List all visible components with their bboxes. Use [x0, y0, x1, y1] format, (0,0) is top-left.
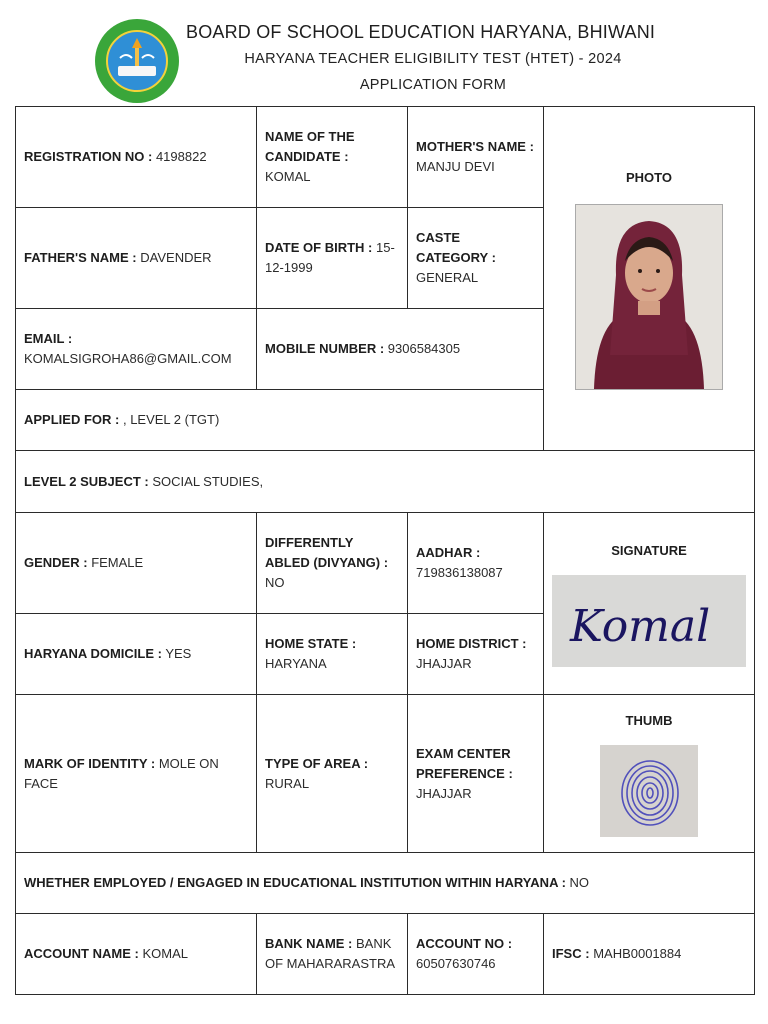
email-cell: EMAIL : KOMALSIGROHA86@GMAIL.COM: [16, 309, 257, 390]
signature-handwriting: Komal: [570, 600, 711, 652]
dob-cell: DATE OF BIRTH : 15-12-1999: [257, 208, 408, 309]
photo-cell: [544, 107, 755, 451]
thumb-caption: THUMB: [625, 712, 673, 728]
home-district-value: JHAJJAR: [416, 656, 472, 671]
home-district-cell: HOME DISTRICT : JHAJJAR: [408, 614, 544, 695]
home-state-cell: HOME STATE : HARYANA: [257, 614, 408, 695]
mobile-cell: MOBILE NUMBER : 9306584305: [257, 309, 544, 390]
ifsc-cell: IFSC : MAHB0001884: [544, 914, 755, 995]
gender-value: FEMALE: [91, 555, 144, 570]
level2-subject-value: SOCIAL STUDIES,: [152, 473, 264, 489]
aadhar-cell: AADHAR : 719836138087: [408, 513, 544, 614]
mobile-value: 9306584305: [387, 341, 461, 356]
domicile-cell: HARYANA DOMICILE : YES: [16, 614, 257, 695]
ifsc-value: MAHB0001884: [593, 946, 682, 961]
aadhar-value: 719836138087: [416, 565, 503, 580]
application-form-table: [15, 106, 755, 995]
mother-name-cell: MOTHER'S NAME : MANJU DEVI: [408, 107, 544, 208]
bank-name-cell: BANK NAME : BANK OF MAHARARASTRA: [257, 914, 408, 995]
caste-cell: CASTE CATEGORY : GENERAL: [408, 208, 544, 309]
thumb-cell: [544, 695, 755, 853]
divyang-cell: DIFFERENTLY ABLED (DIVYANG) : NO: [257, 513, 408, 614]
signature-cell: [544, 513, 755, 695]
gender-cell: GENDER : FEMALE: [16, 513, 257, 614]
applied-for-value: , LEVEL 2 (TGT): [122, 412, 220, 427]
mother-name-value: MANJU DEVI: [416, 159, 495, 174]
bank-name-value: BANK OF MAHARARASTRA: [265, 936, 396, 971]
registration-no-cell: REGISTRATION NO : 4198822: [16, 107, 257, 208]
board-title: BOARD OF SCHOOL EDUCATION HARYANA, BHIWANI: [186, 22, 656, 42]
domicile-value: YES: [165, 646, 192, 661]
mark-identity-value: MOLE ON FACE: [24, 755, 219, 791]
home-state-value: HARYANA: [265, 656, 327, 671]
registration-no-value: 4198822: [155, 149, 207, 164]
form-title: APPLICATION FORM: [359, 77, 507, 93]
exam-subtitle: HARYANA TEACHER ELIGIBILITY TEST (HTET) - 2024: [244, 51, 622, 67]
father-name-value: DAVENDER: [140, 250, 212, 265]
level2-subject-cell: LEVEL 2 SUBJECT : SOCIAL STUDIES,: [16, 451, 755, 513]
photo-caption: PHOTO: [626, 169, 672, 185]
divyang-value: NO: [265, 575, 285, 590]
exam-center-value: JHAJJAR: [416, 785, 472, 801]
candidate-photo: [575, 204, 723, 390]
account-no-cell: ACCOUNT NO : 60507630746: [408, 914, 544, 995]
employed-value: NO: [569, 875, 590, 890]
dob-value: 15-12-1999: [265, 240, 395, 275]
caste-value: GENERAL: [416, 270, 479, 285]
form-header: [0, 0, 768, 106]
area-type-cell: TYPE OF AREA : RURAL: [257, 695, 408, 853]
exam-center-cell: EXAM CENTER PREFERENCE : JHAJJAR: [408, 695, 544, 853]
signature-image: [552, 575, 746, 667]
email-value: KOMALSIGROHA86@GMAIL.COM: [24, 351, 232, 366]
account-no-value: 60507630746: [416, 956, 496, 971]
signature-caption: SIGNATURE: [611, 542, 687, 558]
father-name-cell: FATHER'S NAME : DAVENDER: [16, 208, 257, 309]
account-name-value: KOMAL: [142, 946, 188, 961]
applied-for-cell: APPLIED FOR : , LEVEL 2 (TGT): [16, 390, 544, 451]
account-name-cell: ACCOUNT NAME : KOMAL: [16, 914, 257, 995]
thumb-impression: [600, 745, 698, 837]
board-logo-icon: [92, 18, 182, 104]
area-type-value: RURAL: [265, 775, 310, 791]
mark-identity-cell: MARK OF IDENTITY : MOLE ON FACE: [16, 695, 257, 853]
candidate-name-cell: NAME OF THE CANDIDATE : KOMAL: [257, 107, 408, 208]
candidate-name-value: KOMAL: [265, 169, 311, 184]
employed-cell: WHETHER EMPLOYED / ENGAGED IN EDUCATIONAL INSTITUTION WITHIN HARYANA : NO: [16, 853, 755, 914]
